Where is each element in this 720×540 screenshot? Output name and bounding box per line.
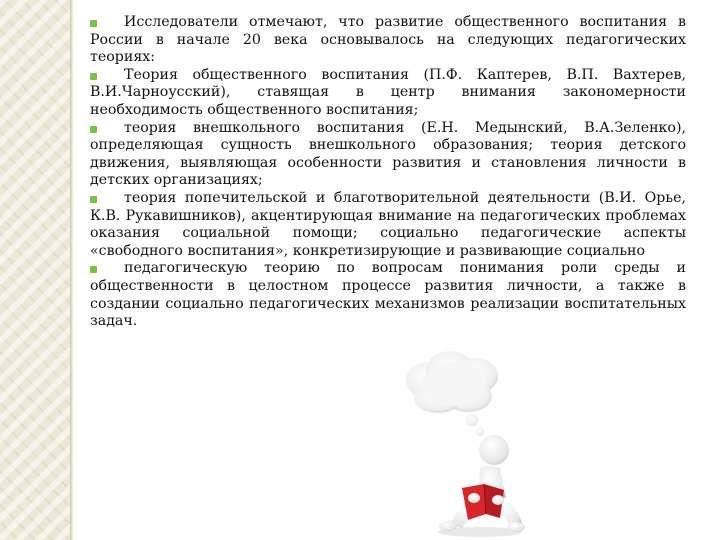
bullet-icon bbox=[90, 266, 97, 273]
list-item-text: теория внешкольного воспитания (Е.Н. Медынский, В.А.Зеленко), определяющая сущность внешкольного образования; теория детского движения, выявляющая особенности развития и становления личности в детских организациях; bbox=[90, 119, 686, 189]
list-item bbox=[90, 120, 686, 190]
list-item-text: Теория общественного воспитания (П.Ф. Каптерев, В.П. Вахтерев, В.И.Чарноусский), ставящая в центр внимания закономерности необходимость общественного воспитания; bbox=[90, 66, 686, 118]
thinking-reader-with-thought-bubble-icon bbox=[388, 348, 538, 538]
bullet-icon bbox=[90, 20, 97, 27]
bullet-icon bbox=[90, 73, 97, 80]
bullet-icon bbox=[90, 126, 97, 133]
thought-cloud-icon bbox=[406, 351, 498, 436]
list-item bbox=[90, 260, 686, 330]
list-item-text: теория попечительской и благотворительной деятельности (В.И. Орье, К.В. Рукавишников), акцентирующая внимание на педагогических проблемах оказания социальной помощи; социально педагогические аспекты «свободного воспитания», конкретизирующие и развивающие социально bbox=[90, 189, 686, 259]
list-item bbox=[90, 14, 686, 67]
list-item bbox=[90, 190, 686, 260]
bullet-icon bbox=[90, 196, 97, 203]
list-item bbox=[90, 67, 686, 120]
decorative-side-band bbox=[0, 0, 70, 540]
list-item-text: педагогическую теорию по вопросам понимания роли среды и общественности в целостном процессе развития личности, а также в создании социально педагогических механизмов реализации воспитательных задач. bbox=[90, 260, 686, 330]
bullet-list bbox=[90, 14, 686, 331]
list-item-text: Исследователи отмечают, что развитие общественного воспитания в России в начале 20 века основывалось на следующих педагогических теориях: bbox=[90, 14, 686, 66]
reading-figure-icon bbox=[438, 435, 525, 537]
side-band-edge bbox=[70, 0, 73, 540]
